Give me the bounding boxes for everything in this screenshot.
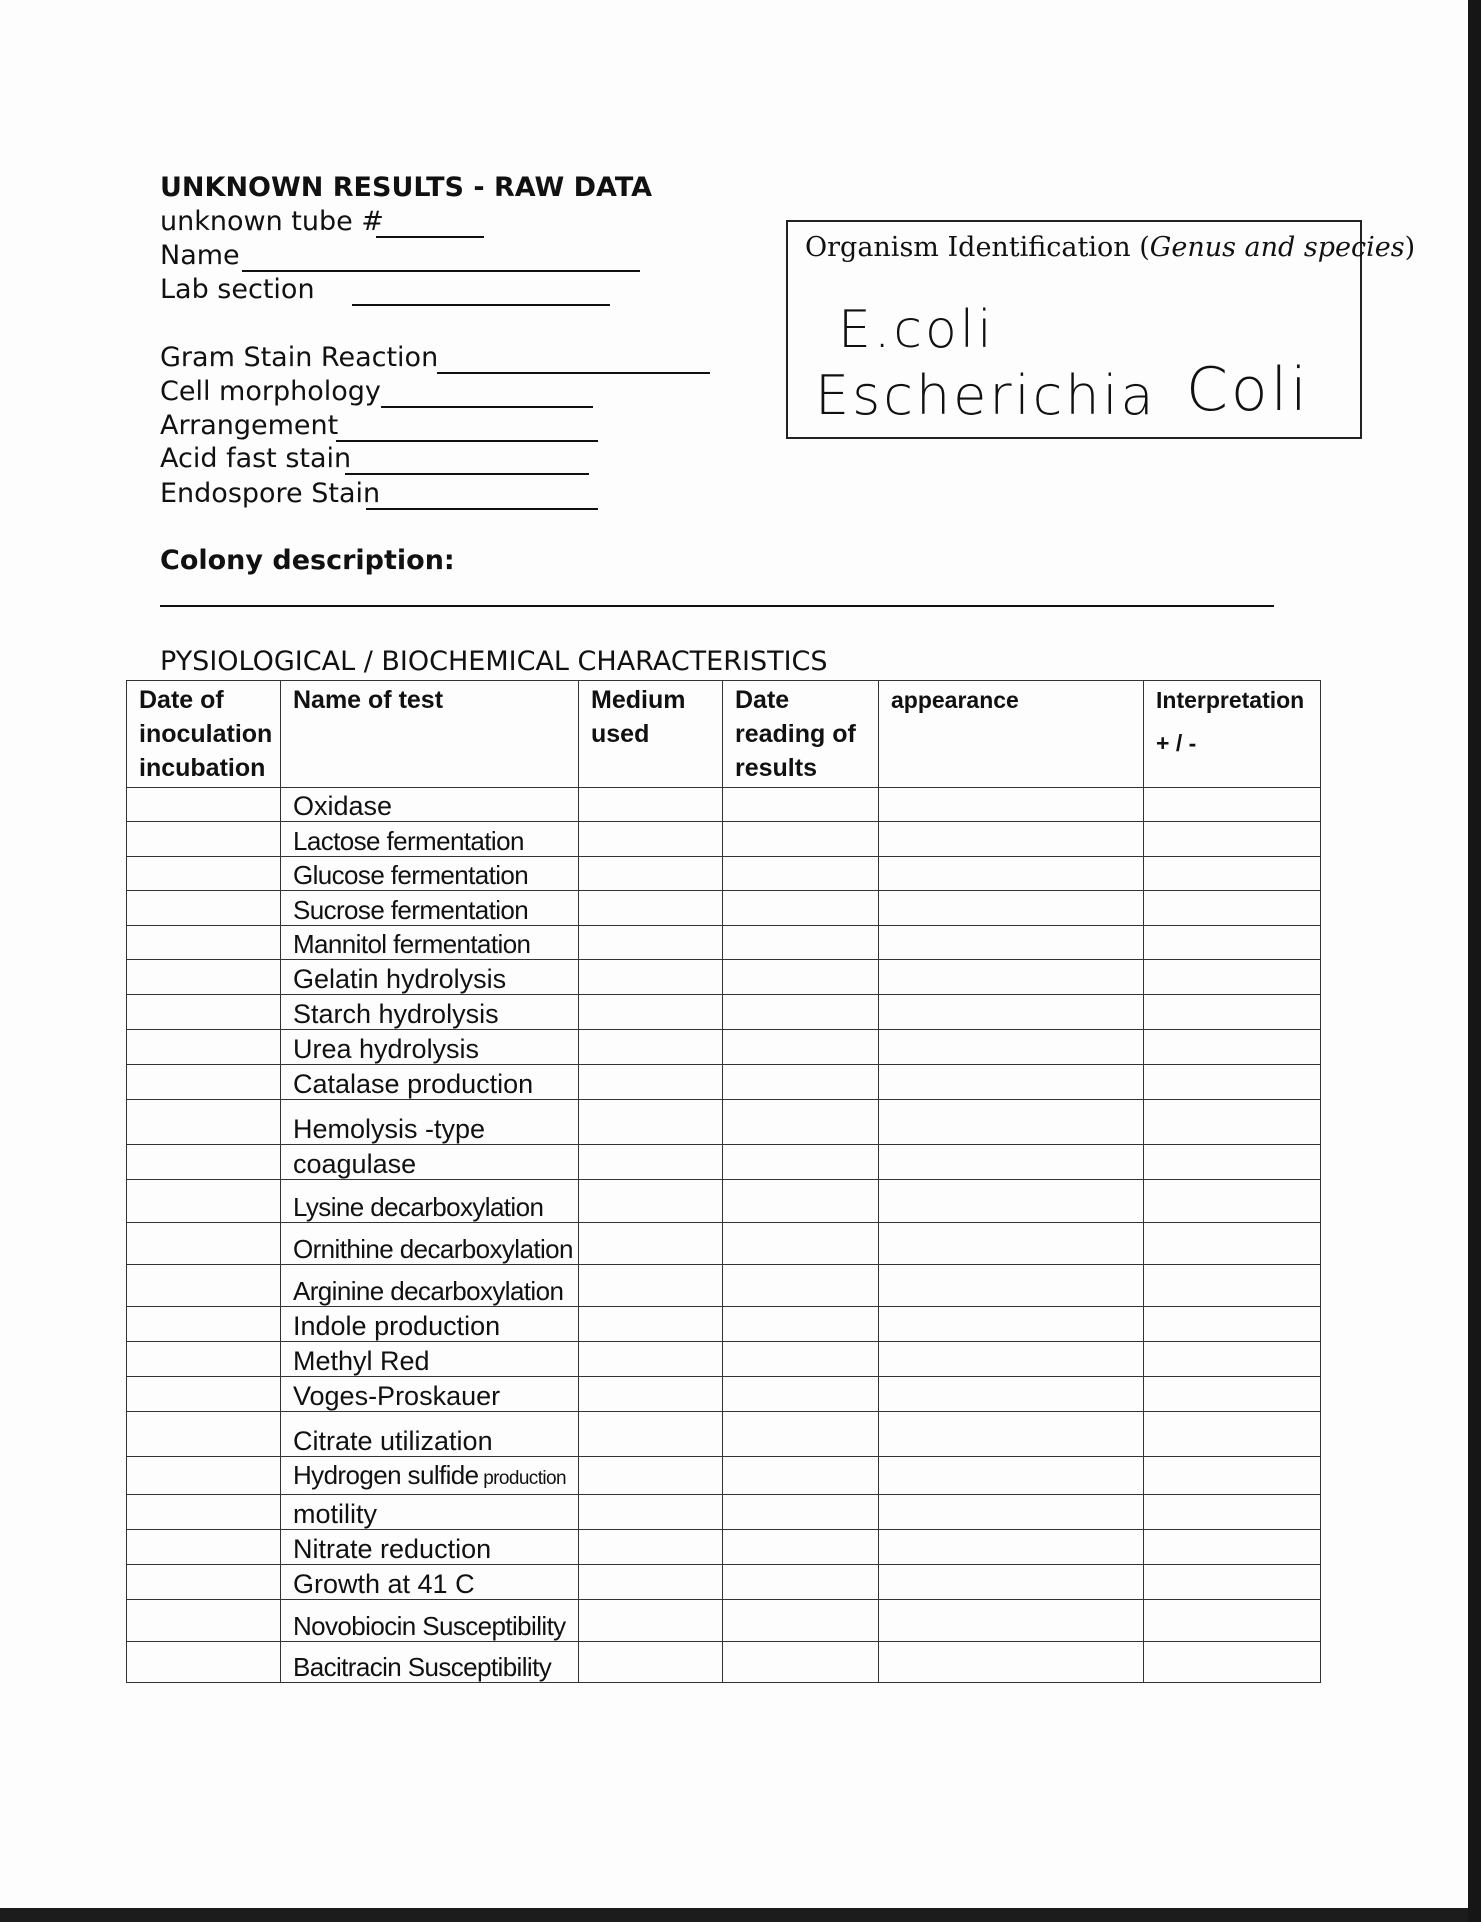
date-inoculation-cell[interactable] [127, 1265, 281, 1307]
test-name-cell: Oxidase [281, 788, 579, 822]
interpretation-cell[interactable] [1144, 1223, 1321, 1265]
endospore-label: Endospore Stain [160, 478, 381, 509]
table-row [127, 1342, 1321, 1377]
medium-cell[interactable] [579, 1565, 723, 1600]
interpretation-cell[interactable] [1144, 788, 1321, 822]
colony-description-label: Colony description: [160, 545, 455, 576]
appearance-cell[interactable] [879, 1495, 1144, 1530]
header-medium-used: Medium used [579, 681, 723, 788]
name-label: Name [160, 240, 240, 271]
appearance-cell[interactable] [879, 1530, 1144, 1565]
medium-cell[interactable] [579, 857, 723, 891]
appearance-cell[interactable] [879, 1457, 1144, 1495]
appearance-cell[interactable] [879, 926, 1144, 960]
medium-cell[interactable] [579, 1180, 723, 1223]
date-reading-cell[interactable] [723, 995, 879, 1030]
date-reading-cell[interactable] [723, 1377, 879, 1412]
appearance-cell[interactable] [879, 822, 1144, 857]
medium-cell[interactable] [579, 788, 723, 822]
appearance-cell[interactable] [879, 960, 1144, 995]
table-row [127, 822, 1321, 857]
medium-cell[interactable] [579, 1223, 723, 1265]
date-inoculation-cell[interactable] [127, 1412, 281, 1457]
interpretation-cell[interactable] [1144, 926, 1321, 960]
medium-cell[interactable] [579, 1377, 723, 1412]
date-inoculation-cell[interactable] [127, 1180, 281, 1223]
date-reading-cell[interactable] [723, 1030, 879, 1065]
medium-cell[interactable] [579, 995, 723, 1030]
table-row [127, 1065, 1321, 1100]
medium-cell[interactable] [579, 1412, 723, 1457]
test-name-cell: Arginine decarboxylation [281, 1265, 579, 1307]
appearance-cell[interactable] [879, 891, 1144, 926]
appearance-cell[interactable] [879, 1223, 1144, 1265]
lab-section-label: Lab section [160, 274, 315, 305]
interpretation-cell[interactable] [1144, 891, 1321, 926]
interpretation-cell[interactable] [1144, 1412, 1321, 1457]
date-reading-cell[interactable] [723, 1600, 879, 1642]
date-reading-cell[interactable] [723, 1495, 879, 1530]
interpretation-cell[interactable] [1144, 1065, 1321, 1100]
medium-cell[interactable] [579, 1457, 723, 1495]
medium-cell[interactable] [579, 1030, 723, 1065]
interpretation-cell[interactable] [1144, 1342, 1321, 1377]
medium-cell[interactable] [579, 1307, 723, 1342]
test-name-cell: Starch hydrolysis [281, 995, 579, 1030]
interpretation-cell[interactable] [1144, 1642, 1321, 1683]
test-name-cell: Methyl Red [281, 1342, 579, 1377]
date-reading-cell[interactable] [723, 1265, 879, 1307]
interpretation-cell[interactable] [1144, 1495, 1321, 1530]
appearance-cell[interactable] [879, 1600, 1144, 1642]
interpretation-cell[interactable] [1144, 1530, 1321, 1565]
acid-fast-label: Acid fast stain [160, 443, 352, 474]
table-header-row [127, 681, 1321, 788]
date-inoculation-cell[interactable] [127, 891, 281, 926]
table-row [127, 1457, 1321, 1495]
date-inoculation-cell[interactable] [127, 1377, 281, 1412]
header-date-inoculation: Date of inoculation incubation [127, 681, 281, 788]
table-row [127, 857, 1321, 891]
medium-cell[interactable] [579, 822, 723, 857]
test-name-cell: Indole production [281, 1307, 579, 1342]
appearance-cell[interactable] [879, 995, 1144, 1030]
date-reading-cell[interactable] [723, 1457, 879, 1495]
test-name-cell: Lactose fermentation [281, 822, 579, 857]
interpretation-cell[interactable] [1144, 857, 1321, 891]
test-name-cell: Glucose fermentation [281, 857, 579, 891]
test-name-cell: Urea hydrolysis [281, 1030, 579, 1065]
test-name-cell: Voges-Proskauer [281, 1377, 579, 1412]
date-reading-cell[interactable] [723, 926, 879, 960]
table-row [127, 1030, 1321, 1065]
biochemical-table [126, 680, 1321, 1683]
arrangement-label: Arrangement [160, 410, 339, 441]
table-row [127, 960, 1321, 995]
test-name-cell: Gelatin hydrolysis [281, 960, 579, 995]
medium-cell[interactable] [579, 1530, 723, 1565]
date-inoculation-cell[interactable] [127, 1100, 281, 1145]
medium-cell[interactable] [579, 1065, 723, 1100]
date-inoculation-cell[interactable] [127, 1600, 281, 1642]
table-row [127, 1642, 1321, 1683]
appearance-cell[interactable] [879, 1180, 1144, 1223]
medium-cell[interactable] [579, 1265, 723, 1307]
test-name-cell: Catalase production [281, 1065, 579, 1100]
header-appearance: appearance [879, 681, 1144, 788]
date-reading-cell[interactable] [723, 1642, 879, 1683]
date-reading-cell[interactable] [723, 1565, 879, 1600]
organism-caption: Organism Identification (Genus and species) [805, 232, 1416, 263]
appearance-cell[interactable] [879, 1145, 1144, 1180]
medium-cell[interactable] [579, 1495, 723, 1530]
medium-cell[interactable] [579, 1100, 723, 1145]
table-row [127, 1412, 1321, 1457]
date-reading-cell[interactable] [723, 1307, 879, 1342]
appearance-cell[interactable] [879, 1265, 1144, 1307]
date-inoculation-cell[interactable] [127, 1530, 281, 1565]
date-inoculation-cell[interactable] [127, 1223, 281, 1265]
date-reading-cell[interactable] [723, 857, 879, 891]
date-reading-cell[interactable] [723, 891, 879, 926]
test-name-cell: Hydrogen sulfide production [281, 1457, 579, 1495]
interpretation-cell[interactable] [1144, 995, 1321, 1030]
test-name-cell: Lysine decarboxylation [281, 1180, 579, 1223]
date-reading-cell[interactable] [723, 1065, 879, 1100]
test-name-cell: Growth at 41 C [281, 1565, 579, 1600]
appearance-cell[interactable] [879, 857, 1144, 891]
appearance-cell[interactable] [879, 1565, 1144, 1600]
table-row [127, 1377, 1321, 1412]
table-row [127, 1265, 1321, 1307]
page-edge-bottom [0, 1908, 1468, 1922]
date-inoculation-cell[interactable] [127, 1495, 281, 1530]
gram-stain-label: Gram Stain Reaction [160, 342, 439, 373]
test-name-cell: Sucrose fermentation [281, 891, 579, 926]
table-row [127, 926, 1321, 960]
handwritten-answer-species[interactable]: Coli [1186, 355, 1310, 425]
test-name-cell: Bacitracin Susceptibility [281, 1642, 579, 1683]
test-name-cell: Citrate utilization [281, 1412, 579, 1457]
appearance-cell[interactable] [879, 1030, 1144, 1065]
date-inoculation-cell[interactable] [127, 1457, 281, 1495]
interpretation-cell[interactable] [1144, 960, 1321, 995]
date-reading-cell[interactable] [723, 1180, 879, 1223]
interpretation-cell[interactable] [1144, 1457, 1321, 1495]
interpretation-cell[interactable] [1144, 1565, 1321, 1600]
table-row [127, 1530, 1321, 1565]
interpretation-cell[interactable] [1144, 1180, 1321, 1223]
interpretation-cell[interactable] [1144, 1145, 1321, 1180]
date-reading-cell[interactable] [723, 960, 879, 995]
date-reading-cell[interactable] [723, 1342, 879, 1377]
interpretation-cell[interactable] [1144, 1100, 1321, 1145]
test-name-cell: Hemolysis -type [281, 1100, 579, 1145]
interpretation-cell[interactable] [1144, 1307, 1321, 1342]
date-reading-cell[interactable] [723, 1100, 879, 1145]
date-inoculation-cell[interactable] [127, 1642, 281, 1683]
date-inoculation-cell[interactable] [127, 1145, 281, 1180]
test-name-cell: coagulase [281, 1145, 579, 1180]
table-row [127, 1565, 1321, 1600]
medium-cell[interactable] [579, 1600, 723, 1642]
table-row [127, 995, 1321, 1030]
test-name-cell: motility [281, 1495, 579, 1530]
header-interpretation: Interpretation + / - [1144, 681, 1321, 788]
appearance-cell[interactable] [879, 788, 1144, 822]
header-name-of-test: Name of test [281, 681, 579, 788]
section-title: PYSIOLOGICAL / BIOCHEMICAL CHARACTERISTICS [160, 646, 828, 677]
page-title: UNKNOWN RESULTS - RAW DATA [160, 172, 653, 203]
cell-morphology-label: Cell morphology [160, 376, 381, 407]
date-inoculation-cell[interactable] [127, 960, 281, 995]
date-reading-cell[interactable] [723, 1145, 879, 1180]
interpretation-cell[interactable] [1144, 1030, 1321, 1065]
interpretation-cell[interactable] [1144, 1377, 1321, 1412]
handwritten-answer-genus[interactable]: Escherichia [815, 364, 1157, 427]
medium-cell[interactable] [579, 891, 723, 926]
test-name-cell: Nitrate reduction [281, 1530, 579, 1565]
interpretation-cell[interactable] [1144, 1265, 1321, 1307]
appearance-cell[interactable] [879, 1642, 1144, 1683]
medium-cell[interactable] [579, 926, 723, 960]
appearance-cell[interactable] [879, 1377, 1144, 1412]
date-reading-cell[interactable] [723, 1223, 879, 1265]
appearance-cell[interactable] [879, 1100, 1144, 1145]
date-inoculation-cell[interactable] [127, 857, 281, 891]
date-inoculation-cell[interactable] [127, 1565, 281, 1600]
table-row [127, 1223, 1321, 1265]
table-row [127, 891, 1321, 926]
appearance-cell[interactable] [879, 1065, 1144, 1100]
test-name-cell: Novobiocin Susceptibility [281, 1600, 579, 1642]
date-inoculation-cell[interactable] [127, 1342, 281, 1377]
table-row [127, 1307, 1321, 1342]
table-row [127, 1180, 1321, 1223]
date-reading-cell[interactable] [723, 1530, 879, 1565]
date-inoculation-cell[interactable] [127, 1030, 281, 1065]
table-row [127, 1495, 1321, 1530]
medium-cell[interactable] [579, 1342, 723, 1377]
date-inoculation-cell[interactable] [127, 1065, 281, 1100]
date-inoculation-cell[interactable] [127, 926, 281, 960]
header-date-reading: Date reading of results [723, 681, 879, 788]
table-row [127, 1145, 1321, 1180]
date-reading-cell[interactable] [723, 822, 879, 857]
test-name-cell: Ornithine decarboxylation [281, 1223, 579, 1265]
organism-identification-box [786, 220, 1416, 439]
interpretation-cell[interactable] [1144, 1600, 1321, 1642]
date-inoculation-cell[interactable] [127, 822, 281, 857]
date-inoculation-cell[interactable] [127, 788, 281, 822]
medium-cell[interactable] [579, 1145, 723, 1180]
table-row [127, 788, 1321, 822]
date-inoculation-cell[interactable] [127, 995, 281, 1030]
page-edge-right [1468, 0, 1481, 1922]
table-row [127, 1600, 1321, 1642]
medium-cell[interactable] [579, 1642, 723, 1683]
appearance-cell[interactable] [879, 1342, 1144, 1377]
table-row [127, 1100, 1321, 1145]
interpretation-cell[interactable] [1144, 822, 1321, 857]
date-reading-cell[interactable] [723, 788, 879, 822]
appearance-cell[interactable] [879, 1412, 1144, 1457]
unknown-tube-label: unknown tube # [160, 206, 384, 237]
date-inoculation-cell[interactable] [127, 1307, 281, 1342]
handwritten-answer-short[interactable]: E.coli [838, 300, 995, 360]
date-reading-cell[interactable] [723, 1412, 879, 1457]
test-name-cell: Mannitol fermentation [281, 926, 579, 960]
medium-cell[interactable] [579, 960, 723, 995]
appearance-cell[interactable] [879, 1307, 1144, 1342]
